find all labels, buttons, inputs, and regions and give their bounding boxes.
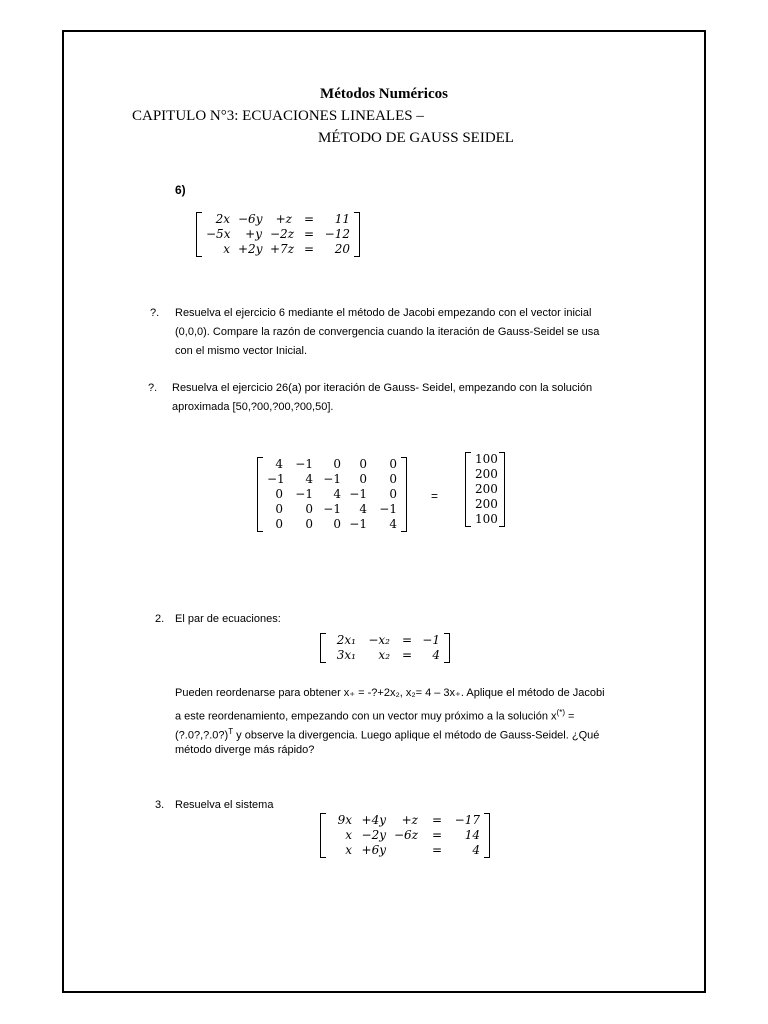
matrix-cell: x	[345, 843, 352, 857]
matrix-cell: +7z	[270, 242, 295, 256]
question-2-matrix	[326, 633, 444, 663]
question-a-marker: ?.	[150, 307, 160, 319]
matrix-cell: 0	[389, 487, 397, 501]
matrix-cell: 4	[305, 472, 313, 486]
matrix-cell: =	[303, 227, 314, 241]
matrix-cell: 9x	[337, 813, 352, 827]
question-b-matrix	[263, 457, 401, 532]
matrix-cell: =	[431, 828, 442, 842]
matrix-cell: 0	[333, 517, 341, 531]
matrix-bracket-left	[320, 633, 326, 663]
vector-cell: 200	[475, 482, 498, 496]
page-title: Métodos Numéricos	[320, 86, 448, 102]
question-2-para-line3: (?.0?,?.0?)$^T$ y observe la divergencia. Luego aplique el método de Gauss-Seidel. ¿Qué	[175, 727, 600, 742]
question-b-vector	[471, 452, 499, 527]
matrix-cell: 0	[275, 487, 283, 501]
matrix-cell: +z	[275, 212, 292, 226]
question-a-line3: con el mismo vector Inicial.	[175, 345, 308, 357]
matrix-bracket-left	[257, 457, 263, 532]
matrix-bracket-left	[196, 212, 202, 257]
matrix-cell: 0	[275, 517, 283, 531]
question-b-marker: ?.	[148, 382, 158, 394]
matrix-cell: 4	[472, 843, 480, 857]
matrix-cell: −1	[295, 457, 313, 471]
matrix-cell: =	[401, 648, 412, 662]
vector-bracket-right	[499, 452, 505, 527]
matrix-cell: 0	[389, 457, 397, 471]
matrix-cell: 4	[333, 487, 341, 501]
question-a-line2: (0,0,0). Compare la razón de convergencia cuando la iteración de Gauss-Seidel se usa	[175, 326, 600, 338]
matrix-cell: =	[431, 843, 442, 857]
matrix-cell	[390, 843, 422, 858]
matrix-cell: −1	[422, 633, 440, 647]
question-b-line1: Resuelva el ejercicio 26(a) por iteración de Gauss- Seidel, empezando con la solución	[172, 382, 593, 394]
matrix-cell: −1	[379, 502, 397, 516]
matrix-cell: −1	[323, 472, 341, 486]
question-2-intro: El par de ecuaciones:	[175, 613, 281, 625]
matrix-cell: =	[303, 212, 314, 226]
matrix-bracket-right	[354, 212, 360, 257]
matrix-cell: −1	[295, 487, 313, 501]
equals-sign: =	[431, 489, 439, 503]
matrix-cell: x	[345, 828, 352, 842]
matrix-cell: +6y	[361, 843, 386, 857]
matrix-cell: =	[431, 813, 442, 827]
question-3-intro: Resuelva el sistema	[175, 799, 274, 811]
matrix-cell: 4	[275, 457, 283, 471]
matrix-cell: +z	[401, 813, 418, 827]
matrix-bracket-right	[444, 633, 450, 663]
matrix-cell: −1	[323, 502, 341, 516]
matrix-cell: 0	[305, 517, 313, 531]
matrix-cell: −2z	[270, 227, 295, 241]
matrix-cell: −2y	[361, 828, 386, 842]
question-2-para-line1: Pueden reordenarse para obtener x₊ = -?+2x₂, x₂= 4 – 3x₊. Aplique el método de Jacobi	[175, 687, 605, 699]
matrix-cell: 14	[464, 828, 480, 842]
matrix-cell: 4	[359, 502, 367, 516]
matrix-cell: 0	[389, 472, 397, 486]
matrix-cell: −6z	[394, 828, 419, 842]
question-2-para-line4: método diverge más rápido?	[175, 744, 315, 756]
exercise-6-label: 6)	[175, 183, 186, 197]
matrix-cell: 2x	[215, 212, 230, 226]
matrix-cell: 3x₁	[336, 648, 356, 662]
matrix-cell: 20	[334, 242, 350, 256]
matrix-cell: 0	[275, 502, 283, 516]
matrix-cell: −17	[454, 813, 480, 827]
matrix-cell: −1	[349, 517, 367, 531]
matrix-cell: −6y	[238, 212, 263, 226]
matrix-cell: x₂	[378, 648, 390, 662]
matrix-cell: 0	[359, 457, 367, 471]
chapter-heading-line1: CAPITULO N°3: ECUACIONES LINEALES –	[132, 108, 424, 124]
vector-bracket-left	[465, 452, 471, 527]
question-3-number: 3.	[155, 799, 165, 811]
matrix-cell: −5x	[206, 227, 231, 241]
matrix-cell: −1	[349, 487, 367, 501]
question-2-number: 2.	[155, 613, 165, 625]
question-3-matrix	[326, 813, 484, 858]
vector-cell: 200	[475, 467, 498, 481]
matrix-bracket-right	[401, 457, 407, 532]
chapter-heading-line2: MÉTODO DE GAUSS SEIDEL	[318, 130, 514, 146]
matrix-cell: −12	[324, 227, 350, 241]
matrix-cell: +y	[245, 227, 262, 241]
vector-cell: 200	[475, 497, 498, 511]
matrix-cell: 2x₁	[336, 633, 356, 647]
matrix-cell: 0	[359, 472, 367, 486]
matrix-cell: 11	[334, 212, 350, 226]
matrix-cell: =	[401, 633, 412, 647]
matrix-cell: +4y	[361, 813, 386, 827]
exercise-6-matrix	[202, 212, 354, 257]
matrix-bracket-left	[320, 813, 326, 858]
matrix-cell: −1	[267, 472, 285, 486]
matrix-cell: =	[303, 242, 314, 256]
question-b-line2: aproximada [50,?00,?00,?00,50].	[172, 401, 334, 413]
matrix-bracket-right	[484, 813, 490, 858]
matrix-cell: 0	[333, 457, 341, 471]
matrix-cell: 0	[305, 502, 313, 516]
matrix-cell: −x₂	[368, 633, 390, 647]
matrix-cell: +2y	[238, 242, 263, 256]
vector-cell: 100	[475, 512, 498, 526]
question-2-para-line2: a este reordenamiento, empezando con un vector muy próximo a la solución x(*) =	[175, 708, 575, 723]
matrix-cell: x	[223, 242, 230, 256]
vector-cell: 100	[475, 452, 498, 466]
question-a-line1: Resuelva el ejercicio 6 mediante el método de Jacobi empezando con el vector inicial	[175, 307, 592, 319]
matrix-cell: 4	[432, 648, 440, 662]
matrix-cell: 4	[389, 517, 397, 531]
